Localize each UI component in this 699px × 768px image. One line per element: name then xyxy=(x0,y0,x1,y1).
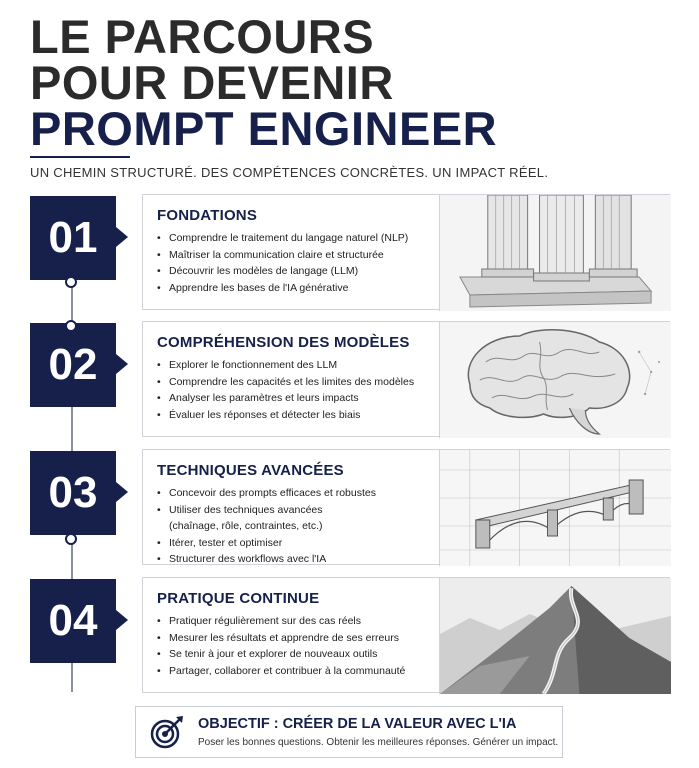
step-list xyxy=(157,485,437,568)
badge-arrow xyxy=(116,227,128,247)
list-item: • Maîtriser la communication claire et structurée xyxy=(157,247,437,264)
title-line-1: LE PARCOURS xyxy=(30,10,375,63)
step-03 xyxy=(30,449,670,567)
timeline-dot xyxy=(65,533,77,545)
list-item: • Utiliser des techniques avancées xyxy=(157,502,437,519)
columns-icon xyxy=(439,195,671,311)
target-arrow-icon xyxy=(150,715,184,749)
step-heading: PRATIQUE CONTINUE xyxy=(157,590,320,607)
list-item: • Itérer, tester et optimiser xyxy=(157,535,437,552)
badge-arrow xyxy=(116,354,128,374)
step-number-badge: 01 xyxy=(30,196,116,280)
title-line-2: POUR DEVENIR xyxy=(30,56,394,109)
step-list xyxy=(157,613,437,679)
bridge-blueprint-icon xyxy=(439,450,671,566)
objective-text: Poser les bonnes questions. Obtenir les meilleures réponses. Générer un impact. xyxy=(198,737,559,748)
step-02 xyxy=(30,321,670,439)
badge-arrow xyxy=(116,482,128,502)
timeline-dot xyxy=(65,276,77,288)
list-item: • Comprendre le traitement du langage naturel (NLP) xyxy=(157,230,437,247)
subtitle: UN CHEMIN STRUCTURÉ. DES COMPÉTENCES CONCRÈTES. UN IMPACT RÉEL. xyxy=(30,165,549,180)
step-number-badge: 03 xyxy=(30,451,116,535)
list-item: • Explorer le fonctionnement des LLM xyxy=(157,357,437,374)
step-card xyxy=(142,449,670,565)
step-list xyxy=(157,230,437,296)
page-title xyxy=(30,10,498,155)
list-item: • Apprendre les bases de l'IA générative xyxy=(157,280,437,297)
step-card xyxy=(142,321,670,437)
step-heading: TECHNIQUES AVANCÉES xyxy=(157,462,344,479)
title-underline xyxy=(30,156,130,158)
list-item: • Structurer des workflows avec l'IA xyxy=(157,551,437,568)
mountain-path-icon xyxy=(439,578,671,694)
objective-heading: OBJECTIF : CRÉER DE LA VALEUR AVEC L'IA xyxy=(198,716,517,732)
step-heading: COMPRÉHENSION DES MODÈLES xyxy=(157,334,410,351)
list-item: • Concevoir des prompts efficaces et robustes xyxy=(157,485,437,502)
list-item: • Découvrir les modèles de langage (LLM) xyxy=(157,263,437,280)
step-card xyxy=(142,194,670,310)
step-04 xyxy=(30,577,670,695)
step-heading: FONDATIONS xyxy=(157,207,258,224)
list-item: • Partager, collaborer et contribuer à la communauté xyxy=(157,663,437,680)
title-line-3: PROMPT ENGINEER xyxy=(30,102,498,155)
list-item: • Évaluer les réponses et détecter les biais xyxy=(157,407,437,424)
step-01 xyxy=(30,194,670,312)
objective-banner xyxy=(135,706,563,758)
list-item: • Pratiquer régulièrement sur des cas réels xyxy=(157,613,437,630)
brain-icon xyxy=(439,322,671,438)
timeline-dot xyxy=(65,320,77,332)
list-item: • Comprendre les capacités et les limites des modèles xyxy=(157,374,437,391)
step-number-badge: 02 xyxy=(30,323,116,407)
step-number-badge: 04 xyxy=(30,579,116,663)
list-item: (chaînage, rôle, contraintes, etc.) xyxy=(169,520,323,532)
step-card xyxy=(142,577,670,693)
badge-arrow xyxy=(116,610,128,630)
list-item: • Mesurer les résultats et apprendre de ses erreurs xyxy=(157,630,437,647)
step-list xyxy=(157,357,437,423)
list-item: • Se tenir à jour et explorer de nouveaux outils xyxy=(157,646,437,663)
list-item: • Analyser les paramètres et leurs impacts xyxy=(157,390,437,407)
